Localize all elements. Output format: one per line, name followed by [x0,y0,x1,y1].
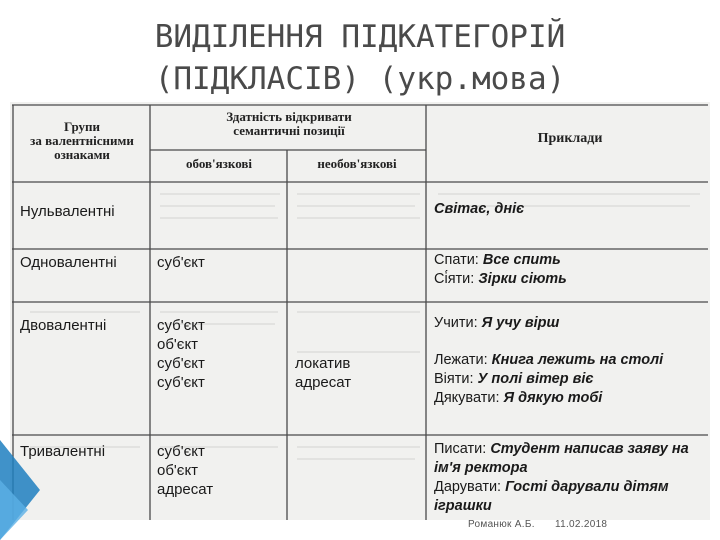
row-1-example-0-verb: Спати: [434,252,479,268]
decorative-corner-shape [0,440,60,540]
row-0-example [434,200,706,219]
header-ability [155,110,423,138]
footer-date: 11.02.2018 [554,519,608,530]
header-groups [18,120,146,162]
header-ability-text: Здатність відкривати семантичні позиції [226,109,352,138]
row-2-example-0-verb: Учити: [434,315,478,331]
row-1-example-1 [434,270,706,289]
footer-author: Романюк А.Б. [468,519,535,530]
row-1-example-0 [434,251,706,270]
row-2-example-3-verb: Дякувати: [434,390,500,406]
row-2-examples [434,314,706,408]
row-0-example-0-text: Світає, дніє [434,201,525,217]
row-2-optional: локатив адресат [295,355,352,391]
row-0-group: Нульвалентні [20,203,115,220]
row-1-mandatory: суб'єкт [157,254,205,271]
header-optional: необов'язкові [317,156,397,171]
row-1-examples [434,251,706,289]
row-2-example-2 [434,370,706,389]
row-2-example-1 [434,351,706,370]
row-3-examples [434,440,706,516]
header-mandatory: обов'язкові [185,156,253,171]
row-3-example-1-verb: Дарувати: [434,479,502,495]
slide-title-line-2: (ПІДКЛАСІВ) (укр.мова) [154,61,566,97]
row-2-example-0 [434,314,706,333]
row-3-example-1-text: Гості дарували дітям іграшки [434,479,669,514]
scanned-table [10,102,710,520]
row-1-example-0-text: Все спить [482,252,561,268]
row-2-example-3 [434,389,706,408]
row-1-example-1-verb: Сі́яти: [434,271,475,287]
header-examples: Приклади [537,131,603,146]
row-3-mandatory: суб'єкт об'єкт адресат [157,443,214,498]
row-2-example-2-verb: Віяти: [434,371,474,387]
row-3-example-0 [434,440,706,478]
row-2-example-1-text: Книга лежить на столі [491,352,664,368]
row-2-example-3-text: Я дякую тобі [503,390,603,406]
row-2-mandatory: суб'єкт об'єкт суб'єкт суб'єкт [157,317,205,391]
row-3-group: Тривалентні [20,443,106,460]
header-groups-text: Групи за валентнісними ознаками [30,119,134,162]
slide-title-line-1: ВИДІЛЕННЯ ПІДКАТЕГОРІЙ [154,19,566,55]
row-1-group: Одновалентні [20,254,117,271]
row-2-group: Двовалентні [20,317,107,334]
row-1-example-1-text: Зірки сіють [478,271,567,287]
row-2-example-0-text: Я учу вірш [481,315,560,331]
row-3-example-1 [434,478,706,516]
row-3-example-0-verb: Писати: [434,441,487,457]
slide-footer [468,519,607,530]
row-3-example-0-text: Студент написав заяву на ім'я ректора [434,441,689,476]
row-2-example-1-verb: Лежати: [434,352,488,368]
row-2-example-2-text: У полі вітер віє [477,371,594,387]
